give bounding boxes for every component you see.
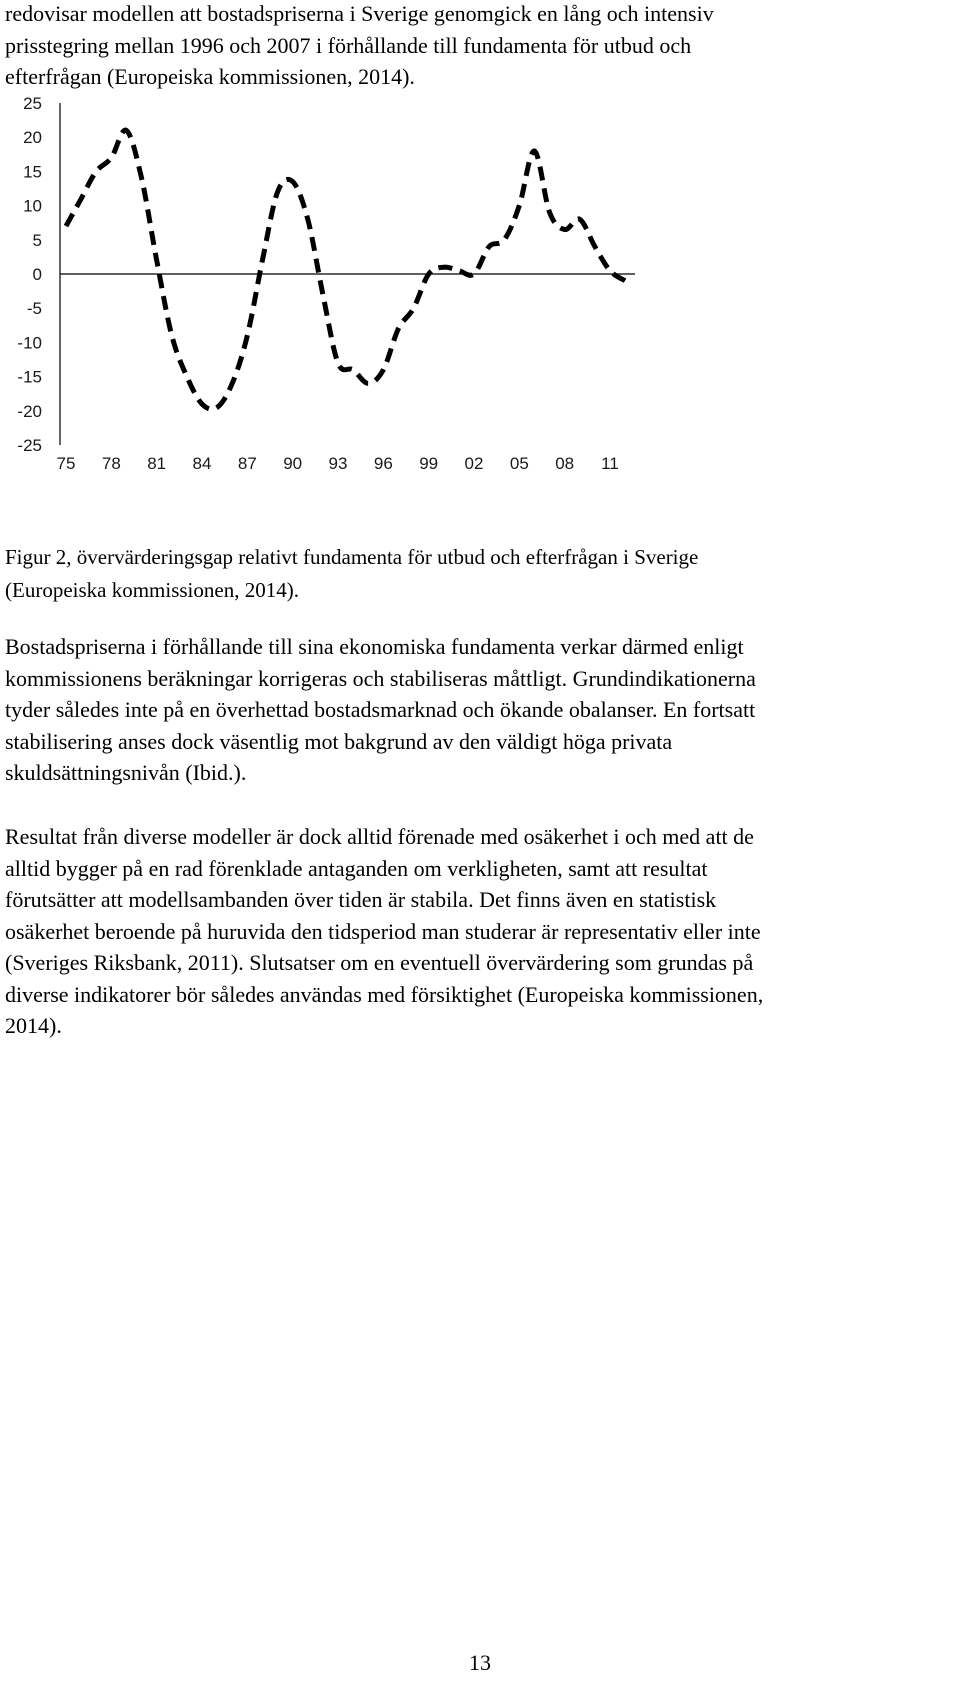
y-tick-label: 15 (23, 162, 42, 182)
y-axis (17, 95, 635, 455)
x-tick-label: 02 (464, 454, 484, 473)
body-paragraph-2 (5, 821, 955, 1042)
y-tick-label: 25 (23, 95, 42, 113)
x-tick-label: 90 (283, 454, 303, 473)
y-tick-label: 0 (32, 265, 42, 284)
x-tick-label: 84 (192, 454, 212, 473)
body-paragraph-1 (5, 631, 955, 789)
intro-paragraph (5, 0, 955, 93)
series-lines (66, 130, 625, 409)
x-tick-label: 81 (147, 454, 167, 473)
x-tick-label: 96 (373, 454, 393, 473)
paragraph-line: Resultat från diverse modeller är dock alltid förenade med osäkerhet i och med att de (5, 824, 754, 849)
x-tick-label: 93 (328, 454, 348, 473)
x-axis (57, 454, 619, 473)
intro-line: prisstegring mellan 1996 och 2007 i förhållande till fundamenta för utbud och (5, 32, 692, 58)
x-tick-label: 05 (509, 454, 529, 473)
series-line (66, 130, 625, 409)
intro-line: redovisar modellen att bostadspriserna i Sverige genomgick en lång och intensiv (5, 1, 714, 26)
x-tick-label: 87 (237, 454, 257, 473)
y-tick-label: -10 (17, 333, 42, 353)
x-tick-label: 75 (56, 454, 76, 473)
paragraph-line: Bostadspriserna i förhållande till sina ekonomiska fundamenta verkar därmed enligt (5, 634, 744, 659)
paragraph-line: alltid bygger på en rad förenklade antaganden om verkligheten, samt att resultat (5, 855, 708, 881)
paragraph-line: 2014). (5, 1013, 62, 1038)
x-tick-label: 99 (419, 454, 439, 473)
y-tick-label: -5 (26, 299, 42, 319)
paragraph-line: skuldsättningsnivån (Ibid.). (5, 760, 247, 785)
y-tick-label: 5 (32, 230, 42, 250)
caption-line: Figur 2, övervärderingsgap relativt fundamenta för utbud och efterfrågan i Sverige (5, 545, 699, 569)
x-tick-label: 78 (101, 454, 121, 473)
page-number: 13 (469, 1650, 491, 1675)
y-tick-label: 10 (23, 196, 42, 216)
paragraph-line: kommissionens beräkningar korrigeras och stabiliseras måttligt. Grundindikationerna (5, 665, 756, 691)
y-tick-label: -20 (17, 401, 42, 421)
intro-line: efterfrågan (Europeiska kommissionen, 2014). (5, 64, 415, 89)
paragraph-line: osäkerhet beroende på huruvida den tidsperiod man studerar är representativ eller inte (5, 918, 761, 944)
y-tick-label: -15 (17, 367, 42, 387)
x-tick-label: 08 (555, 454, 575, 473)
overvaluation-gap-chart (0, 95, 700, 525)
caption-line: (Europeiska kommissionen, 2014). (5, 578, 299, 602)
paragraph-line: förutsätter att modellsambanden över tiden är stabila. Det finns även en statistisk (5, 887, 717, 912)
paragraph-line: diverse indikatorer bör således användas med försiktighet (Europeiska kommissionen, (5, 981, 764, 1007)
paragraph-line: tyder således inte på en överhettad bostadsmarknad och ökande obalanser. En fortsatt (5, 697, 756, 722)
y-tick-label: -25 (17, 436, 42, 455)
y-tick-label: 20 (23, 128, 42, 148)
paragraph-line: stabilisering anses dock väsentlig mot bakgrund av den väldigt höga privata (5, 728, 673, 754)
figure-caption (5, 541, 698, 607)
paragraph-line: (Sveriges Riksbank, 2011). Slutsatser om en eventuell övervärdering som grundas på (5, 950, 754, 975)
x-tick-label: 11 (601, 454, 619, 473)
